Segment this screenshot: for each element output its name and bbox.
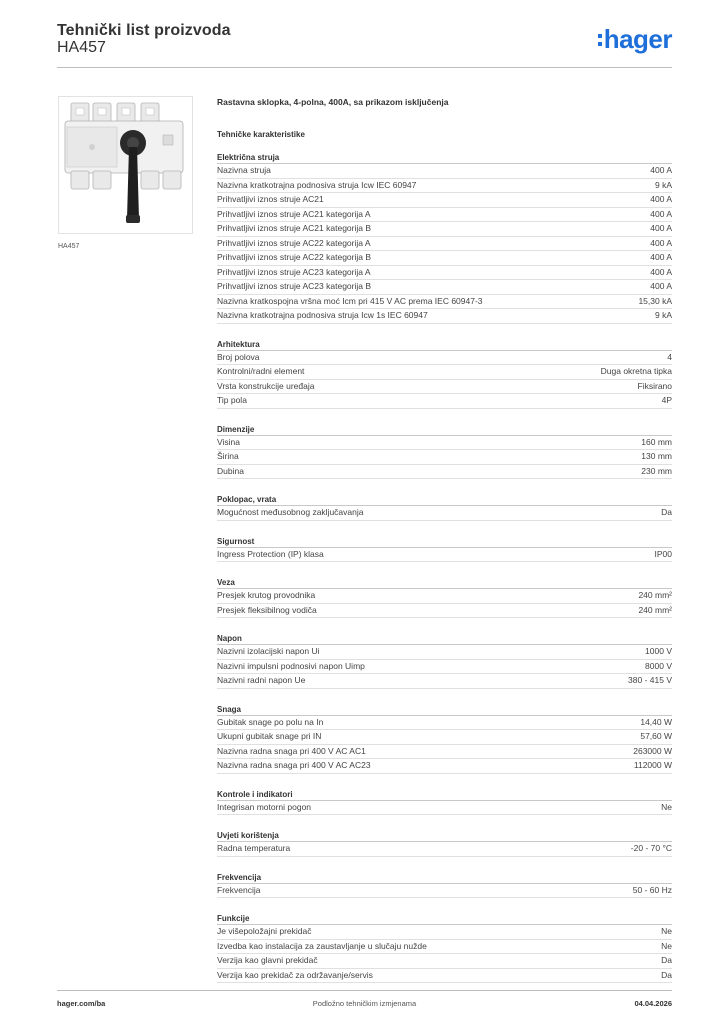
spec-value: 15,30 kA [638, 295, 672, 306]
spec-group-title: Sigurnost [217, 535, 672, 548]
spec-group [217, 912, 672, 983]
spec-value: IP00 [654, 548, 672, 559]
spec-row [217, 716, 672, 731]
spec-value: 400 A [650, 165, 672, 175]
spec-group-title: Dimenzije [217, 423, 672, 436]
spec-row [217, 884, 672, 899]
spec-value: 9 kA [654, 179, 672, 190]
spec-row [217, 193, 672, 208]
spec-label: Verzija kao prekidač za održavanje/servis [217, 969, 373, 980]
spec-value: Ne [661, 926, 672, 936]
page-header [57, 22, 672, 68]
spec-label: Mogućnost međusobnog zaključavanja [217, 507, 364, 517]
spec-row [217, 251, 672, 266]
spec-value: 160 mm [641, 436, 672, 447]
spec-row [217, 745, 672, 760]
section-title: Tehničke karakteristike [217, 130, 305, 139]
product-image [58, 96, 193, 234]
spec-row [217, 674, 672, 689]
spec-row [217, 660, 672, 675]
spec-label: Nazivna radna snaga pri 400 V AC AC23 [217, 760, 371, 770]
spec-row [217, 940, 672, 955]
spec-value: -20 - 70 °C [630, 843, 672, 853]
hager-logo [598, 26, 672, 52]
spec-label: Prihvatljivi iznos struje AC22 kategorija A [217, 237, 371, 248]
spec-group-title: Snaga [217, 703, 672, 716]
spec-row [217, 589, 672, 604]
spec-value: 14,40 W [640, 716, 672, 727]
spec-group [217, 703, 672, 774]
spec-label: Gubitak snage po polu na In [217, 716, 324, 727]
spec-value: 130 mm [641, 451, 672, 461]
spec-label: Broj polova [217, 351, 260, 362]
spec-row [217, 506, 672, 521]
spec-label: Prihvatljivi iznos struje AC21 kategorija A [217, 208, 371, 219]
spec-label: Prihvatljivi iznos struje AC21 kategorija B [217, 223, 372, 233]
spec-row [217, 450, 672, 465]
spec-group-title: Veza [217, 576, 672, 589]
spec-value: Ne [661, 940, 672, 951]
spec-row [217, 237, 672, 252]
spec-label: Nazivna kratkospojna vršna moć Icm pri 415 V AC prema IEC 60947-3 [217, 295, 483, 306]
spec-group-title: Električna struja [217, 151, 672, 164]
spec-label: Radna temperatura [217, 843, 291, 853]
spec-label: Nazivna kratkotrajna podnosiva struja Icw IEC 60947 [217, 179, 417, 190]
spec-label: Nazivni izolacijski napon Ui [217, 646, 320, 656]
spec-value: 112000 W [633, 760, 672, 770]
spec-row [217, 365, 672, 380]
spec-label: Ingress Protection (IP) klasa [217, 548, 324, 559]
spec-group-title: Napon [217, 632, 672, 645]
spec-label: Verzija kao glavni prekidač [217, 955, 318, 965]
spec-group [217, 493, 672, 521]
image-caption: HA457 [58, 243, 80, 250]
spec-label: Ukupni gubitak snage pri IN [217, 731, 322, 741]
switch-disconnector-illustration [59, 97, 192, 233]
spec-row [217, 604, 672, 619]
spec-row [217, 380, 672, 395]
document-title: Tehnički list proizvoda [57, 22, 231, 39]
spec-label: Presjek krutog provodnika [217, 590, 316, 600]
spec-group-title: Kontrole i indikatori [217, 788, 672, 801]
spec-value: 400 A [650, 237, 672, 248]
spec-groups [217, 151, 672, 983]
spec-group [217, 151, 672, 324]
spec-label: Nazivni radni napon Ue [217, 675, 306, 685]
spec-label: Prihvatljivi iznos struje AC22 kategorija B [217, 252, 372, 262]
spec-value: 8000 V [645, 660, 672, 671]
spec-value: 263000 W [633, 745, 672, 756]
spec-row [217, 394, 672, 409]
spec-row [217, 280, 672, 295]
spec-label: Presjek fleksibilnog vodiča [217, 604, 317, 615]
spec-value: Fiksirano [637, 380, 672, 391]
page-footer [57, 990, 672, 1010]
spec-value: 230 mm [641, 465, 672, 476]
spec-label: Nazivna radna snaga pri 400 V AC AC1 [217, 745, 366, 756]
logo-colon-icon [598, 30, 603, 48]
spec-row [217, 208, 672, 223]
spec-group [217, 632, 672, 689]
spec-value: 50 - 60 Hz [632, 884, 672, 895]
product-code: HA457 [57, 39, 106, 56]
spec-value: Da [661, 955, 672, 965]
spec-row [217, 645, 672, 660]
spec-row [217, 266, 672, 281]
spec-group [217, 871, 672, 899]
spec-value: 400 A [650, 223, 672, 233]
spec-row [217, 465, 672, 480]
spec-row [217, 759, 672, 774]
spec-value: Da [661, 969, 672, 980]
spec-row [217, 164, 672, 179]
spec-content [217, 96, 672, 983]
spec-row [217, 222, 672, 237]
footer-website-link[interactable]: hager.com/ba [57, 999, 106, 1008]
product-description: Rastavna sklopka, 4-polna, 400A, sa prikazom isključenja [217, 97, 449, 107]
spec-value: Da [661, 507, 672, 517]
spec-value: 9 kA [654, 310, 672, 320]
spec-value: 400 A [650, 208, 672, 219]
footer-date: 04.04.2026 [634, 999, 672, 1008]
spec-row [217, 925, 672, 940]
spec-value: 400 A [650, 252, 672, 262]
spec-row [217, 730, 672, 745]
spec-row [217, 842, 672, 857]
spec-value: 400 A [650, 281, 672, 291]
spec-group [217, 576, 672, 618]
spec-label: Dubina [217, 465, 244, 476]
footer-notice: Podložno tehničkim izmjenama [312, 999, 417, 1008]
spec-label: Frekvencija [217, 884, 261, 895]
spec-value: 240 mm² [638, 590, 672, 600]
spec-value: 1000 V [645, 646, 672, 656]
spec-row [217, 801, 672, 816]
spec-value: 57,60 W [640, 731, 672, 741]
spec-value: 400 A [650, 194, 672, 204]
spec-label: Kontrolni/radni element [217, 366, 305, 376]
spec-value: 4P [661, 395, 672, 405]
spec-group [217, 423, 672, 480]
spec-group-title: Frekvencija [217, 871, 672, 884]
spec-label: Tip pola [217, 395, 247, 405]
spec-value: 380 - 415 V [628, 675, 672, 685]
spec-label: Nazivna struja [217, 165, 271, 175]
spec-group-title: Uvjeti korištenja [217, 829, 672, 842]
spec-group [217, 338, 672, 409]
spec-label: Je višepoložajni prekidač [217, 926, 312, 936]
spec-label: Vrsta konstrukcije uređaja [217, 380, 315, 391]
spec-group [217, 788, 672, 816]
spec-label: Nazivna kratkotrajna podnosiva struja Icw 1s IEC 60947 [217, 310, 428, 320]
spec-row [217, 309, 672, 324]
spec-group [217, 535, 672, 563]
spec-group-title: Poklopac, vrata [217, 493, 672, 506]
spec-row [217, 548, 672, 563]
spec-label: Nazivni impulsni podnosivi napon Uimp [217, 660, 365, 671]
spec-group-title: Arhitektura [217, 338, 672, 351]
spec-value: 400 A [650, 266, 672, 277]
spec-label: Prihvatljivi iznos struje AC21 [217, 194, 324, 204]
spec-label: Izvedba kao instalacija za zaustavljanje u slučaju nužde [217, 940, 427, 951]
spec-row [217, 179, 672, 194]
logo-text: hager [603, 24, 672, 54]
spec-row [217, 351, 672, 366]
spec-row [217, 295, 672, 310]
spec-label: Prihvatljivi iznos struje AC23 kategorija A [217, 266, 371, 277]
spec-group-title: Funkcije [217, 912, 672, 925]
spec-label: Visina [217, 436, 240, 447]
spec-row [217, 436, 672, 451]
spec-label: Širina [217, 451, 239, 461]
spec-value: 4 [667, 351, 672, 362]
spec-row [217, 954, 672, 969]
spec-value: Duga okretna tipka [600, 366, 672, 376]
spec-label: Integrisan motorni pogon [217, 801, 312, 812]
spec-row [217, 969, 672, 984]
spec-value: Ne [661, 801, 672, 812]
spec-label: Prihvatljivi iznos struje AC23 kategorija B [217, 281, 372, 291]
spec-group [217, 829, 672, 857]
spec-value: 240 mm² [638, 604, 672, 615]
